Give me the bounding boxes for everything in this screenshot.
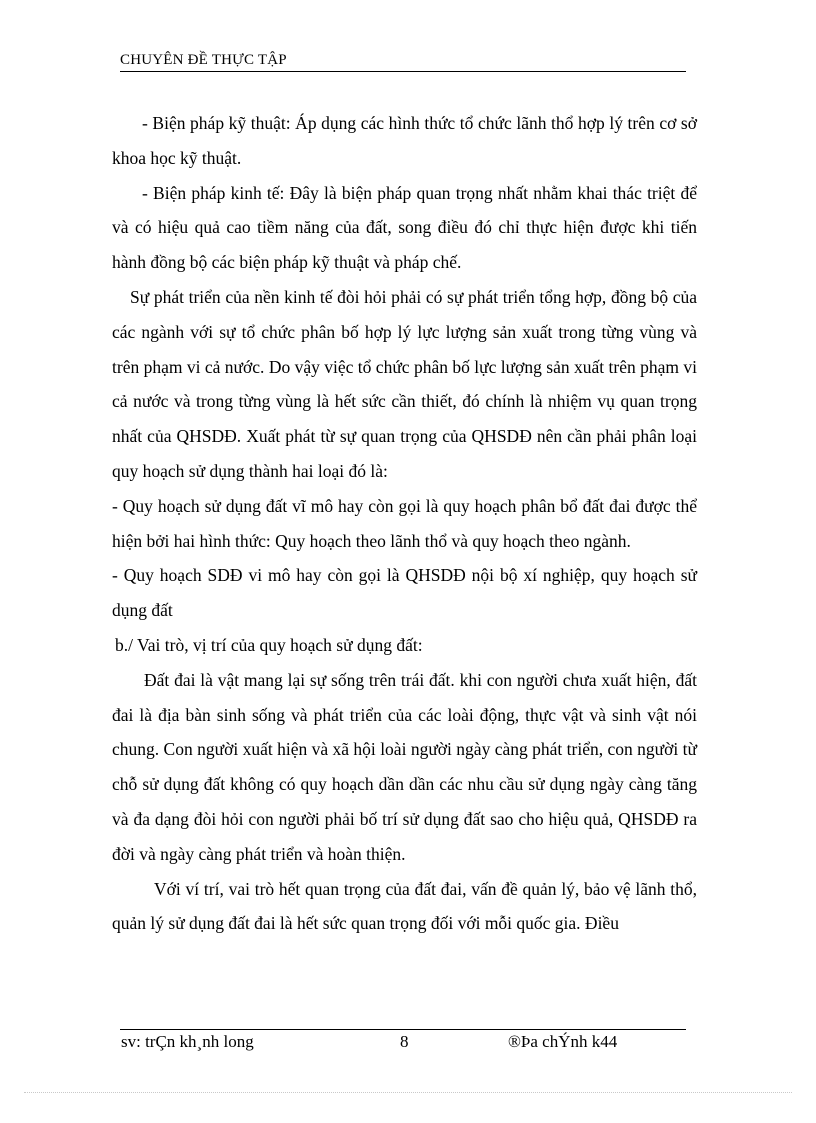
page-edge-dotted-line (24, 1092, 792, 1093)
paragraph-land-importance: Với ví trí, vai trò hết quan trọng của đất đai, vấn đề quản lý, bảo vệ lãnh thổ, quản lý sử dụng đất đai là hết sức quan trọng đối với mỗi quốc gia. Điều (112, 878, 697, 934)
footer-class: ®Þa chÝnh k44 (508, 1032, 618, 1051)
paragraph-micro-planning: - Quy hoạch SDĐ vi mô hay còn gọi là QHSDĐ nội bộ xí nghiệp, quy hoạch sử dụng đất (112, 565, 697, 621)
paragraph-technical-measure: - Biện pháp kỹ thuật: Áp dụng các hình thức tổ chức lãnh thổ hợp lý trên cơ sở khoa học kỹ thuật. (112, 113, 697, 168)
paragraph-macro-planning: - Quy hoạch sử dụng đất vĩ mô hay còn gọi là quy hoạch phân bổ đất đai được thể hiện bởi hai hình thức: Quy hoạch theo lãnh thổ và quy hoạch theo ngành. (112, 495, 697, 551)
paragraph-land-origin: Đất đai là vật mang lại sự sống trên trái đất. khi con người chưa xuất hiện, đất đai là địa bàn sinh sống và phát triển của các loài động, thực vật và sinh vật nói chung. Con người xuất hiện và xã hội loài người ngày càng phát triển, con người từ chỗ sử dụng đất không có quy hoạch dần dần các nhu cầu sử dụng ngày càng tăng và đa dạng đòi hỏi con người phải bố trí sử dụng đất sao cho hiệu quả, QHSDĐ ra đời và ngày càng phát triển và hoàn thiện. (112, 669, 697, 864)
page-header: CHUYÊN ĐỀ THỰC TẬP (120, 52, 686, 72)
page-body (112, 106, 697, 941)
footer-divider (120, 1029, 686, 1030)
section-heading-role: b./ Vai trò, vị trí của quy hoạch sử dụng đất: (115, 634, 423, 655)
paragraph-economic-development: Sự phát triển của nền kinh tế đòi hỏi phải có sự phát triển tổng hợp, đồng bộ của các ngành với sự tổ chức phân bố hợp lý lực lượng sản xuất trong từng vùng và trên phạm vi cả nước. Do vậy việc tổ chức phân bố lực lượng sản xuất trên phạm vi cả nước và trong từng vùng là hết sức cần thiết, đó chính là nhiệm vụ quan trọng nhất của QHSDĐ. Xuất phát từ sự quan trọng của QHSDĐ nên cần phải phân loại quy hoạch sử dụng thành hai loại đó là: (112, 286, 697, 481)
paragraph-economic-measure: - Biện pháp kinh tế: Đây là biện pháp quan trọng nhất nhằm khai thác triệt để và có hiệu quả cao tiềm năng của đất, song điều đó chỉ thực hiện được khi tiến hành đồng bộ các biện pháp kỹ thuật và pháp chế. (112, 182, 697, 273)
footer-page-number: 8 (400, 1032, 409, 1051)
footer-author: sv: trÇn kh¸nh long (121, 1032, 254, 1051)
